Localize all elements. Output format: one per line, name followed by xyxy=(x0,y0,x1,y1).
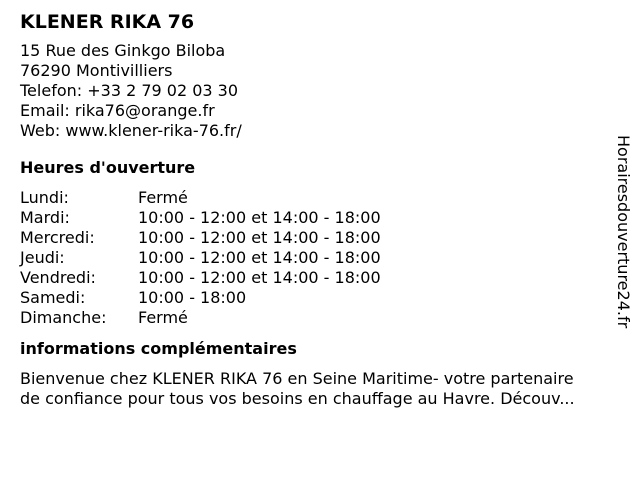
hours-row xyxy=(20,248,620,268)
hours-value: 10:00 - 12:00 et 14:00 - 18:00 xyxy=(138,208,381,227)
day-label: Vendredi: xyxy=(20,268,96,287)
address-city: 76290 Montivilliers xyxy=(20,61,173,80)
info-text-line: de confiance pour tous vos besoins en chauffage au Havre. Découv... xyxy=(20,389,575,408)
additional-info-heading: informations complémentaires xyxy=(20,339,297,358)
address-street: 15 Rue des Ginkgo Biloba xyxy=(20,41,226,60)
hours-row xyxy=(20,208,620,228)
opening-hours-heading: Heures d'ouverture xyxy=(20,158,196,177)
day-label: Samedi: xyxy=(20,288,86,307)
hours-row xyxy=(20,228,620,248)
hours-value: 10:00 - 12:00 et 14:00 - 18:00 xyxy=(138,228,381,247)
hours-row xyxy=(20,268,620,288)
hours-value: Fermé xyxy=(138,188,188,207)
hours-value: 10:00 - 12:00 et 14:00 - 18:00 xyxy=(138,268,381,287)
contact-block xyxy=(20,41,620,141)
business-name: KLENER RIKA 76 xyxy=(20,11,195,33)
hours-value: 10:00 - 18:00 xyxy=(138,288,247,307)
info-text-line: Bienvenue chez KLENER RIKA 76 en Seine Maritime- votre partenaire xyxy=(20,369,574,388)
hours-row xyxy=(20,188,620,208)
day-label: Dimanche: xyxy=(20,308,107,327)
site-watermark: Horairesdouverture24.fr xyxy=(614,135,633,329)
hours-row xyxy=(20,288,620,308)
hours-value: 10:00 - 12:00 et 14:00 - 18:00 xyxy=(138,248,381,267)
day-label: Lundi: xyxy=(20,188,69,207)
day-label: Jeudi: xyxy=(20,248,65,267)
opening-hours-table xyxy=(20,188,620,328)
hours-row xyxy=(20,308,620,328)
phone-line: Telefon: +33 2 79 02 03 30 xyxy=(20,81,239,100)
additional-info-text xyxy=(20,369,620,409)
hours-value: Fermé xyxy=(138,308,188,327)
email-line: Email: rika76@orange.fr xyxy=(20,101,215,120)
web-line: Web: www.klener-rika-76.fr/ xyxy=(20,121,242,140)
business-card xyxy=(20,10,620,409)
day-label: Mardi: xyxy=(20,208,70,227)
day-label: Mercredi: xyxy=(20,228,95,247)
